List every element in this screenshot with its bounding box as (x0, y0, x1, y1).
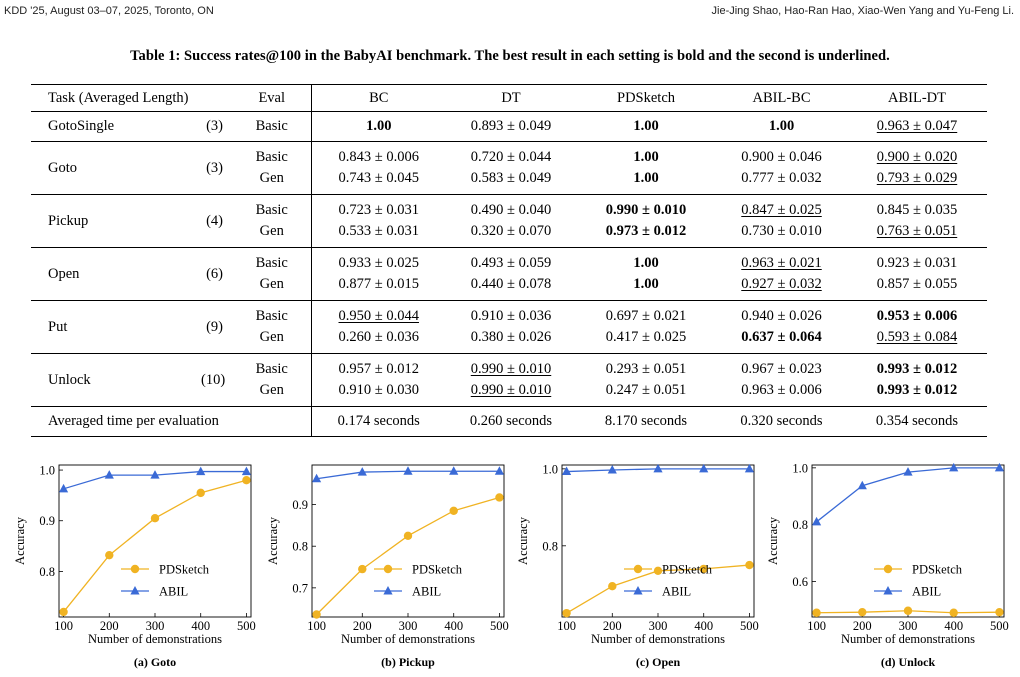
y-axis-label: Accuracy (766, 517, 780, 565)
result-value: 1.00 (633, 118, 659, 134)
result-value: 0.993 ± 0.012 (876, 361, 958, 377)
task-name: GotoSingle (31, 112, 201, 142)
data-point-abil (358, 467, 367, 476)
result-value: 0.247 ± 0.051 (605, 382, 687, 398)
eval-setting: Gen (259, 329, 284, 345)
result-value: 0.990 ± 0.010 (605, 202, 687, 218)
data-point-pdsketch (242, 476, 250, 484)
result-value: 1.00 (366, 118, 392, 134)
eval-cell (233, 142, 311, 195)
result-value: 0.845 ± 0.035 (876, 202, 958, 218)
result-value: 1.00 (633, 149, 659, 165)
task-length: (9) (201, 301, 233, 354)
result-value: 0.963 ± 0.047 (876, 118, 958, 134)
result-cell (576, 354, 716, 407)
plot-frame (59, 465, 251, 617)
chart-1 (265, 455, 510, 675)
eval-setting: Basic (255, 361, 288, 377)
result-value: 0.843 ± 0.006 (338, 149, 419, 165)
result-cell (716, 112, 847, 142)
legend-label: PDSketch (412, 562, 462, 577)
eval-setting: Gen (259, 382, 284, 398)
result-cell (847, 195, 987, 248)
result-value: 0.583 ± 0.049 (470, 170, 552, 186)
table-row (31, 301, 987, 354)
x-tick-label: 100 (307, 619, 326, 633)
result-value: 1.00 (633, 170, 659, 186)
legend-label: ABIL (412, 584, 442, 599)
avg-time-value: 0.260 seconds (446, 407, 576, 437)
avg-time-row (31, 407, 987, 437)
y-tick-label: 0.8 (792, 518, 808, 533)
result-cell (576, 142, 716, 195)
result-value: 1.00 (768, 118, 795, 134)
result-value: 1.00 (633, 276, 659, 292)
task-name: Open (31, 248, 201, 301)
result-cell (847, 112, 987, 142)
data-point-pdsketch (562, 609, 570, 617)
figure-subcaption: (c) Open (635, 655, 681, 669)
result-value: 0.293 ± 0.051 (605, 361, 687, 377)
legend-label: ABIL (912, 584, 942, 599)
y-tick-label: 1.0 (39, 463, 55, 478)
result-cell (716, 195, 847, 248)
result-cell (446, 301, 576, 354)
result-value: 1.00 (633, 255, 659, 271)
x-axis-label: Number of demonstrations (590, 632, 726, 646)
result-value: 0.967 ± 0.023 (741, 361, 822, 377)
chart-3 (765, 455, 1010, 675)
x-tick-label: 400 (694, 619, 714, 633)
x-tick-label: 400 (444, 619, 464, 633)
table-header-row (31, 85, 987, 112)
legend-marker (383, 586, 392, 595)
data-point-pdsketch (404, 532, 412, 540)
result-cell (716, 354, 847, 407)
data-point-abil (105, 470, 114, 479)
eval-cell (233, 112, 311, 142)
table-row (31, 142, 987, 195)
table-row (31, 354, 987, 407)
result-value: 0.910 ± 0.036 (470, 308, 552, 324)
result-value: 0.440 ± 0.078 (470, 276, 552, 292)
task-name: Goto (31, 142, 201, 195)
x-tick-label: 100 (807, 619, 826, 633)
x-tick-label: 300 (898, 619, 918, 633)
legend-label: PDSketch (912, 562, 962, 577)
y-tick-label: 0.9 (39, 514, 55, 529)
result-value: 0.417 ± 0.025 (605, 329, 687, 345)
result-cell (716, 142, 847, 195)
data-point-pdsketch (654, 567, 662, 575)
legend-marker (884, 565, 892, 573)
result-value: 0.940 ± 0.026 (741, 308, 822, 324)
result-cell (446, 354, 576, 407)
x-tick-label: 300 (648, 619, 668, 633)
x-tick-label: 500 (490, 619, 509, 633)
plot-frame (812, 465, 1004, 617)
data-point-abil (608, 465, 617, 474)
running-header-right: Jie-Jing Shao, Hao-Ran Hao, Xiao-Wen Yang and Yu-Feng Li. (711, 5, 1014, 17)
eval-setting: Basic (255, 255, 288, 271)
avg-time-label: Averaged time per evaluation (31, 407, 311, 437)
x-tick-label: 200 (602, 619, 622, 633)
results-table (31, 84, 987, 437)
chart-0 (12, 455, 257, 675)
data-point-abil (449, 466, 458, 475)
result-cell (576, 301, 716, 354)
legend-marker (634, 565, 642, 573)
result-cell (311, 142, 446, 195)
result-cell (576, 195, 716, 248)
avg-time-value: 8.170 seconds (576, 407, 716, 437)
result-cell (576, 112, 716, 142)
eval-setting: Basic (255, 308, 288, 324)
x-tick-label: 100 (557, 619, 576, 633)
result-value: 0.973 ± 0.012 (605, 223, 687, 239)
legend-label: ABIL (662, 584, 692, 599)
chart-legend (874, 563, 963, 599)
col-header-task: Task (Averaged Length) (31, 85, 201, 112)
result-value: 0.910 ± 0.030 (338, 382, 419, 398)
result-value: 0.900 ± 0.046 (741, 149, 822, 165)
legend-marker (131, 565, 139, 573)
data-point-pdsketch (358, 565, 366, 573)
data-point-pdsketch (495, 493, 503, 501)
chart-2 (515, 455, 760, 675)
y-tick-label: 0.8 (292, 539, 308, 554)
y-axis-label: Accuracy (266, 517, 280, 565)
data-point-abil (403, 466, 412, 475)
y-tick-label: 0.8 (542, 539, 558, 554)
series-line-pdsketch (64, 480, 247, 612)
x-tick-label: 200 (352, 619, 372, 633)
table-row (31, 195, 987, 248)
col-header-bc: BC (311, 85, 446, 112)
result-cell (847, 248, 987, 301)
result-value: 0.723 ± 0.031 (338, 202, 419, 218)
data-point-pdsketch (105, 551, 113, 559)
result-value: 0.847 ± 0.025 (741, 202, 822, 218)
result-value: 0.927 ± 0.032 (741, 276, 822, 292)
result-value: 0.900 ± 0.020 (876, 149, 958, 165)
result-cell (311, 301, 446, 354)
table-body (31, 112, 987, 437)
result-cell (311, 112, 446, 142)
data-point-abil (949, 463, 958, 472)
table-caption: Table 1: Success rates@100 in the BabyAI benchmark. The best result in each setting is bold and the second is underlined. (130, 48, 890, 64)
result-value: 0.743 ± 0.045 (338, 170, 419, 186)
result-value: 0.963 ± 0.021 (741, 255, 822, 271)
result-cell (311, 195, 446, 248)
result-value: 0.380 ± 0.026 (470, 329, 552, 345)
result-value: 0.953 ± 0.006 (876, 308, 958, 324)
figure-subcaption: (a) Goto (133, 655, 177, 669)
x-tick-label: 500 (237, 619, 256, 633)
data-point-pdsketch (450, 507, 458, 515)
result-value: 0.493 ± 0.059 (470, 255, 552, 271)
running-header-left: KDD '25, August 03–07, 2025, Toronto, ON (4, 5, 214, 17)
task-length: (3) (201, 142, 233, 195)
result-value: 0.637 ± 0.064 (741, 329, 822, 345)
result-value: 0.777 ± 0.032 (741, 170, 822, 186)
result-value: 0.320 ± 0.070 (470, 223, 552, 239)
x-tick-label: 300 (398, 619, 418, 633)
data-point-pdsketch (950, 609, 958, 617)
result-value: 0.490 ± 0.040 (470, 202, 552, 218)
data-point-pdsketch (151, 514, 159, 522)
result-cell (847, 142, 987, 195)
result-value: 0.893 ± 0.049 (470, 118, 552, 134)
col-header-pdsketch: PDSketch (576, 85, 716, 112)
result-cell (446, 195, 576, 248)
plot-frame (312, 465, 504, 617)
result-value: 0.793 ± 0.029 (876, 170, 958, 186)
result-cell (847, 354, 987, 407)
legend-marker (883, 586, 892, 595)
task-length: (4) (201, 195, 233, 248)
result-cell (446, 142, 576, 195)
x-axis-label: Number of demonstrations (87, 632, 223, 646)
result-value: 0.993 ± 0.012 (876, 382, 958, 398)
result-value: 0.933 ± 0.025 (338, 255, 419, 271)
task-length: (3) (201, 112, 233, 142)
data-point-abil (812, 517, 821, 526)
task-name: Put (31, 301, 201, 354)
result-value: 0.990 ± 0.010 (470, 382, 552, 398)
result-value: 0.720 ± 0.044 (470, 149, 552, 165)
x-tick-label: 400 (944, 619, 964, 633)
data-point-abil (196, 467, 205, 476)
data-point-pdsketch (812, 609, 820, 617)
x-tick-label: 500 (740, 619, 759, 633)
result-cell (446, 112, 576, 142)
plot-frame (562, 465, 754, 617)
avg-time-value: 0.354 seconds (847, 407, 987, 437)
series-line-abil (817, 468, 1000, 522)
y-tick-label: 0.6 (792, 574, 808, 589)
col-header-abil-dt: ABIL-DT (847, 85, 987, 112)
result-cell (311, 248, 446, 301)
avg-time-value: 0.320 seconds (716, 407, 847, 437)
x-tick-label: 300 (145, 619, 165, 633)
data-point-abil (495, 466, 504, 475)
chart-legend (121, 563, 210, 599)
y-tick-label: 0.7 (292, 581, 308, 596)
result-value: 0.950 ± 0.044 (338, 308, 419, 324)
eval-setting: Basic (255, 202, 288, 218)
task-name: Unlock (31, 354, 201, 407)
data-point-abil (242, 467, 251, 476)
y-tick-label: 0.9 (292, 498, 308, 513)
data-point-pdsketch (745, 561, 753, 569)
eval-cell (233, 195, 311, 248)
task-length: (10) (201, 354, 233, 407)
y-axis-label: Accuracy (13, 517, 27, 565)
result-cell (311, 354, 446, 407)
legend-label: PDSketch (159, 562, 209, 577)
result-value: 0.260 ± 0.036 (338, 329, 419, 345)
result-value: 0.763 ± 0.051 (876, 223, 958, 239)
eval-setting: Gen (259, 170, 284, 186)
table-row (31, 248, 987, 301)
x-axis-label: Number of demonstrations (840, 632, 976, 646)
result-cell (716, 248, 847, 301)
chart-legend (374, 563, 463, 599)
eval-cell (233, 354, 311, 407)
result-value: 0.533 ± 0.031 (338, 223, 419, 239)
result-cell (847, 301, 987, 354)
data-point-pdsketch (995, 608, 1003, 616)
task-length: (6) (201, 248, 233, 301)
eval-setting: Gen (259, 276, 284, 292)
y-axis-label: Accuracy (516, 517, 530, 565)
x-tick-label: 200 (852, 619, 872, 633)
x-tick-label: 200 (99, 619, 119, 633)
table-row (31, 112, 987, 142)
legend-marker (633, 586, 642, 595)
eval-setting: Basic (255, 149, 288, 165)
x-axis-label: Number of demonstrations (340, 632, 476, 646)
legend-label: ABIL (159, 584, 189, 599)
data-point-pdsketch (858, 608, 866, 616)
task-name: Pickup (31, 195, 201, 248)
eval-cell (233, 248, 311, 301)
y-tick-label: 0.8 (39, 564, 55, 579)
x-tick-label: 100 (54, 619, 73, 633)
result-value: 0.990 ± 0.010 (470, 361, 552, 377)
series-line-pdsketch (317, 497, 500, 614)
legend-label: PDSketch (662, 562, 712, 577)
result-cell (716, 301, 847, 354)
data-point-abil (995, 463, 1004, 472)
eval-cell (233, 301, 311, 354)
result-value: 0.697 ± 0.021 (605, 308, 687, 324)
figure-subcaption: (b) Pickup (381, 655, 435, 669)
x-tick-label: 400 (191, 619, 211, 633)
data-point-pdsketch (904, 607, 912, 615)
result-cell (446, 248, 576, 301)
chart-legend (624, 563, 713, 599)
data-point-pdsketch (608, 582, 616, 590)
data-point-pdsketch (312, 610, 320, 618)
figure-subcaption: (d) Unlock (880, 655, 936, 669)
legend-marker (130, 586, 139, 595)
result-value: 0.963 ± 0.006 (741, 382, 822, 398)
result-value: 0.923 ± 0.031 (876, 255, 958, 271)
col-header-eval: Eval (233, 85, 311, 112)
eval-setting: Basic (255, 118, 288, 134)
result-value: 0.957 ± 0.012 (338, 361, 419, 377)
result-value: 0.593 ± 0.084 (876, 329, 958, 345)
avg-time-value: 0.174 seconds (311, 407, 446, 437)
col-header-dt: DT (446, 85, 576, 112)
data-point-pdsketch (59, 608, 67, 616)
data-point-pdsketch (197, 489, 205, 497)
y-tick-label: 1.0 (792, 461, 808, 476)
x-tick-label: 500 (990, 619, 1009, 633)
eval-setting: Gen (259, 223, 284, 239)
col-header-abil-bc: ABIL-BC (716, 85, 847, 112)
result-value: 0.877 ± 0.015 (338, 276, 419, 292)
result-value: 0.730 ± 0.010 (741, 223, 822, 239)
result-value: 0.857 ± 0.055 (876, 276, 958, 292)
y-tick-label: 1.0 (542, 462, 558, 477)
result-cell (576, 248, 716, 301)
legend-marker (384, 565, 392, 573)
